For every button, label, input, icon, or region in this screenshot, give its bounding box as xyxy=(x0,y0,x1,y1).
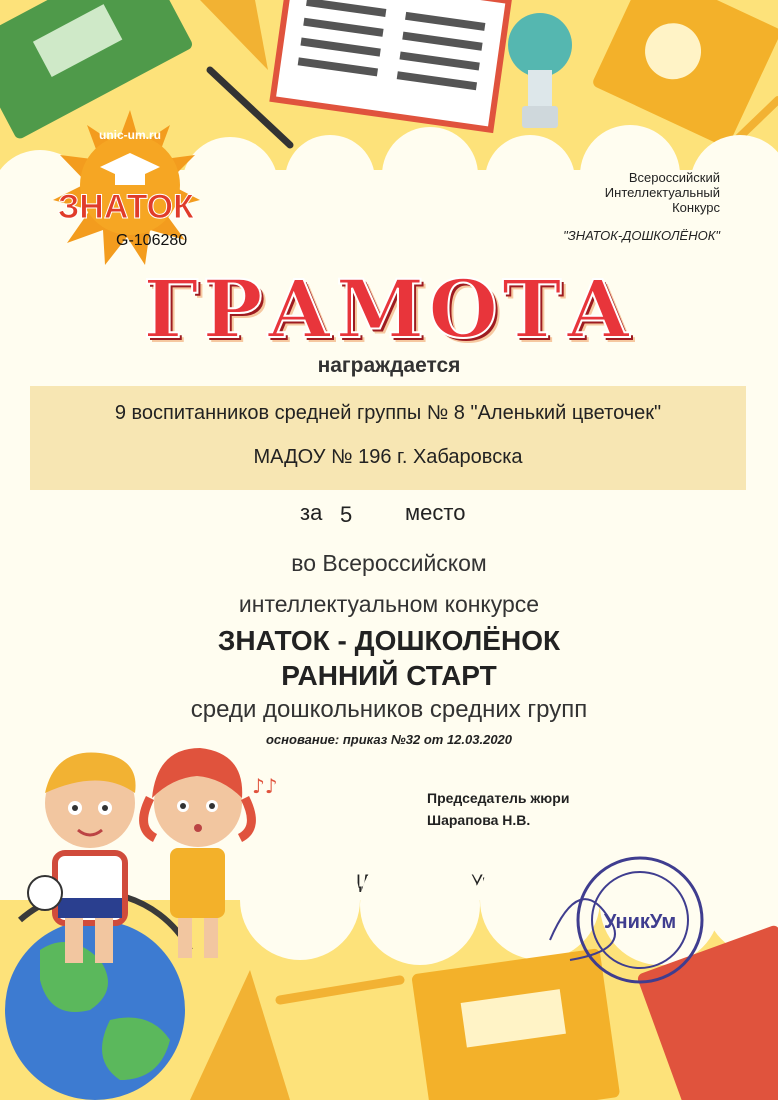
recipient-line2: МАДОУ № 196 г. Хабаровска xyxy=(253,446,523,468)
kids-illustration xyxy=(20,738,280,968)
flask-icon xyxy=(508,13,572,128)
body-line2: интеллектуальном конкурсе xyxy=(238,591,540,617)
triangle-ruler-icon xyxy=(200,0,268,70)
basis-note: основание: приказ №32 от 12.03.2020 xyxy=(265,732,513,747)
recipient-band xyxy=(30,386,746,490)
contest-name-line1: ЗНАТОК - ДОШКОЛЁНОК xyxy=(217,625,561,656)
header-contest: "ЗНАТОК-ДОШКОЛЁНОК" xyxy=(563,228,720,243)
header-line1: Всероссийский xyxy=(628,170,720,185)
recipient-line1: 9 воспитанников средней группы № 8 "Аленький цветочек" xyxy=(114,402,662,424)
header-line3: Конкурс xyxy=(672,200,720,215)
girl-figure xyxy=(144,748,252,958)
place-value: 5 xyxy=(340,502,353,527)
certificate-code: G-106280 xyxy=(116,232,188,249)
place-suffix: место xyxy=(405,500,466,525)
contest-name-line2: РАННИЙ СТАРТ xyxy=(281,660,497,691)
body-line3: среди дошкольников средних групп xyxy=(190,696,588,723)
place-prefix: за xyxy=(300,500,323,525)
body-line1: во Всероссийском xyxy=(291,550,487,576)
boy-figure xyxy=(45,753,136,964)
ball-icon xyxy=(28,876,62,910)
badge-site: unic-um.ru xyxy=(99,128,161,142)
badge-word: ЗНАТОК xyxy=(58,188,194,226)
awarded-label: награждается xyxy=(317,354,461,377)
jury-name: Шарапова Н.В. xyxy=(427,812,531,828)
stamp-seal xyxy=(540,850,720,990)
jury-title: Председатель жюри xyxy=(427,790,570,806)
pencil-bottom-icon xyxy=(280,980,400,1000)
stamp-text: УникУм xyxy=(603,911,677,933)
certificate-title: ГРАМОТА xyxy=(143,262,635,356)
triangle-bottom-icon xyxy=(190,970,290,1100)
notebook-icon xyxy=(273,0,509,130)
music-note-icon: ♪♪ xyxy=(252,774,278,798)
header-line2: Интеллектуальный xyxy=(604,185,720,200)
